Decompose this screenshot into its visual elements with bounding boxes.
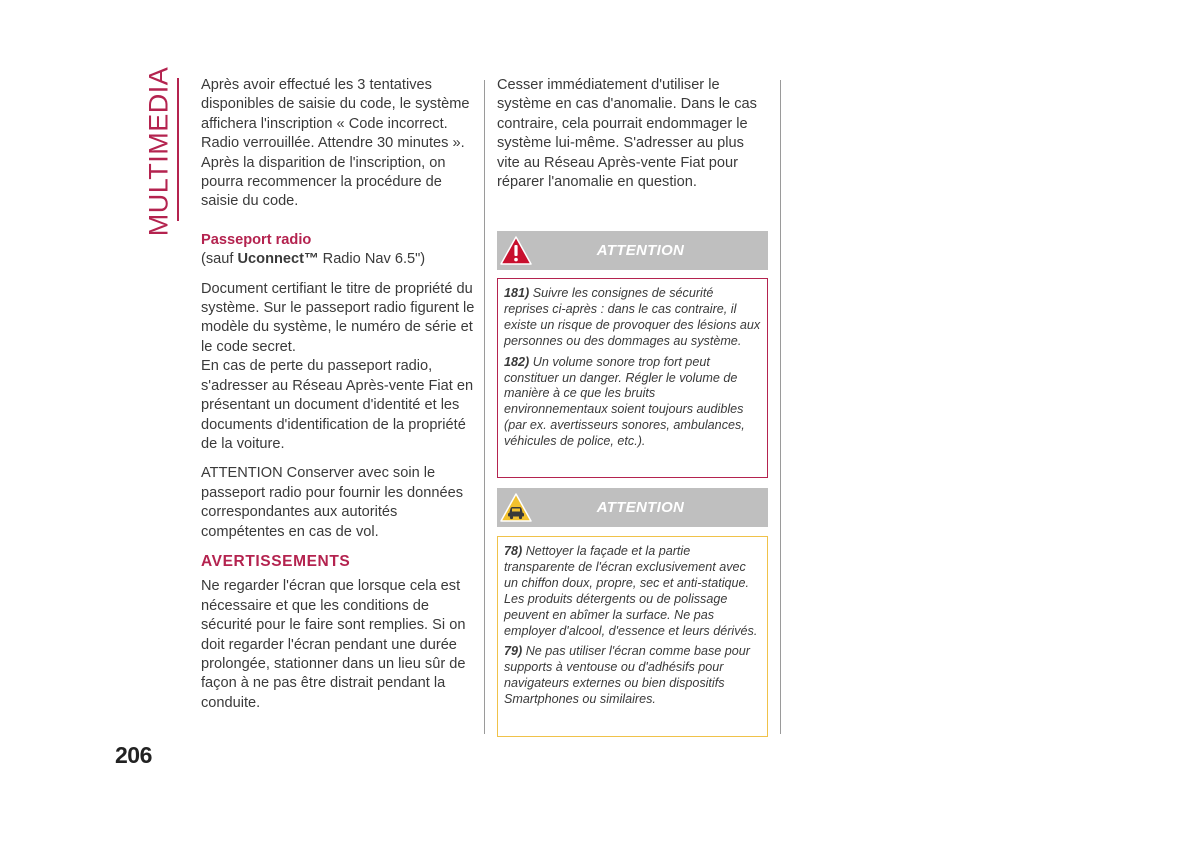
column-right: [497, 76, 769, 202]
warning-text: Nettoyer la façade et la partie transparente de l'écran exclusivement avec un chiffon doux, propre, sec et anti-statique. Les produits détergents ou de polissage peuvent en abîmer la surface. Ne pas employer d'alcool, d'essence et leurs dérivés.: [504, 544, 758, 638]
passport-note-suffix: Radio Nav 6.5"): [318, 251, 426, 268]
passport-note: [201, 250, 477, 269]
anomaly-paragraph: Cesser immédiatement d'utiliser le système en cas d'anomalie. Dans le cas contraire, cela pourrait endommager le système lui-même. S'adresser au plus vite au Réseau Après-vente Fiat pour réparer l'anomalie en question.: [497, 77, 757, 191]
column-left: [201, 76, 477, 723]
section-title: [128, 66, 190, 236]
passport-note-product: Uconnect™: [237, 251, 319, 268]
warning-number: 78): [504, 544, 523, 558]
warning-item: [504, 544, 761, 639]
warning-number: 79): [504, 644, 523, 659]
attention-label: ATTENTION: [596, 242, 685, 259]
intro-paragraph: Après avoir effectué les 3 tentatives disponibles de saisie du code, le système affichera l'inscription « Code incorrect. Radio verrouillée. Attendre 30 minutes ». Après la disparition de l'inscription, on pourra recommencer la procédure de saisie du code.: [201, 77, 470, 210]
warning-item: [504, 644, 761, 708]
column-divider-right: [780, 80, 781, 734]
attention-label: ATTENTION: [596, 499, 685, 516]
passport-description: Document certifiant le titre de propriété du système. Sur le passeport radio figurent le modèle du système, le numéro de série et le code secret.: [201, 280, 475, 355]
warnings-heading: AVERTISSEMENTS: [201, 552, 351, 570]
passport-attention-paragraph: ATTENTION Conserver avec soin le passeport radio pour fournir les données correspondantes aux autorités compétentes en cas de vol.: [201, 465, 464, 540]
attention-box-danger: [497, 278, 768, 478]
attention-bar-vehicle: [497, 488, 768, 527]
passport-heading: Passeport radio: [201, 231, 312, 248]
warning-item: [504, 286, 761, 350]
attention-bar-danger: [497, 231, 768, 270]
column-divider-left: [484, 80, 485, 734]
page-number: 206: [115, 742, 152, 768]
warning-text: Suivre les consignes de sécurité reprises ci-après : dans le cas contraire, il existe un risque de provoquer des lésions aux personnes ou des dommages au système.: [504, 286, 761, 348]
vehicle-damage-icon: [499, 491, 533, 525]
warnings-paragraph: Ne regarder l'écran que lorsque cela est nécessaire et que les conditions de sécurité pour le faire sont remplies. Si on doit regarder l'écran pendant une durée prolongée, stationner dans un lieu sûr de façon à ne pas être distrait pendant la conduite.: [201, 578, 466, 711]
warning-number: 181): [504, 286, 530, 300]
attention-box-vehicle: [497, 536, 768, 737]
section-title-text: MULTIMEDIA: [143, 66, 174, 236]
warning-text: Un volume sonore trop fort peut constituer un danger. Régler le volume de manière à ce que les bruits environnementaux soient toujours audibles (par ex. avertisseurs sonores, ambulances, véhicules de police, etc.).: [504, 354, 745, 449]
warning-text: Ne pas utiliser l'écran comme base pour supports à ventouse ou d'adhésifs pour navigateurs externes ou bien dispositifs Smartphones ou similaires.: [504, 644, 750, 707]
warning-number: 182): [504, 354, 530, 369]
section-title-rule: [177, 78, 179, 221]
warning-item: [504, 355, 761, 450]
passport-note-prefix: (sauf: [201, 251, 238, 268]
danger-triangle-icon: [499, 234, 533, 268]
passport-loss-paragraph: En cas de perte du passeport radio, s'adresser au Réseau Après-vente Fiat en présentant un document d'identité et les documents d'identification de la propriété de la voiture.: [201, 358, 474, 452]
